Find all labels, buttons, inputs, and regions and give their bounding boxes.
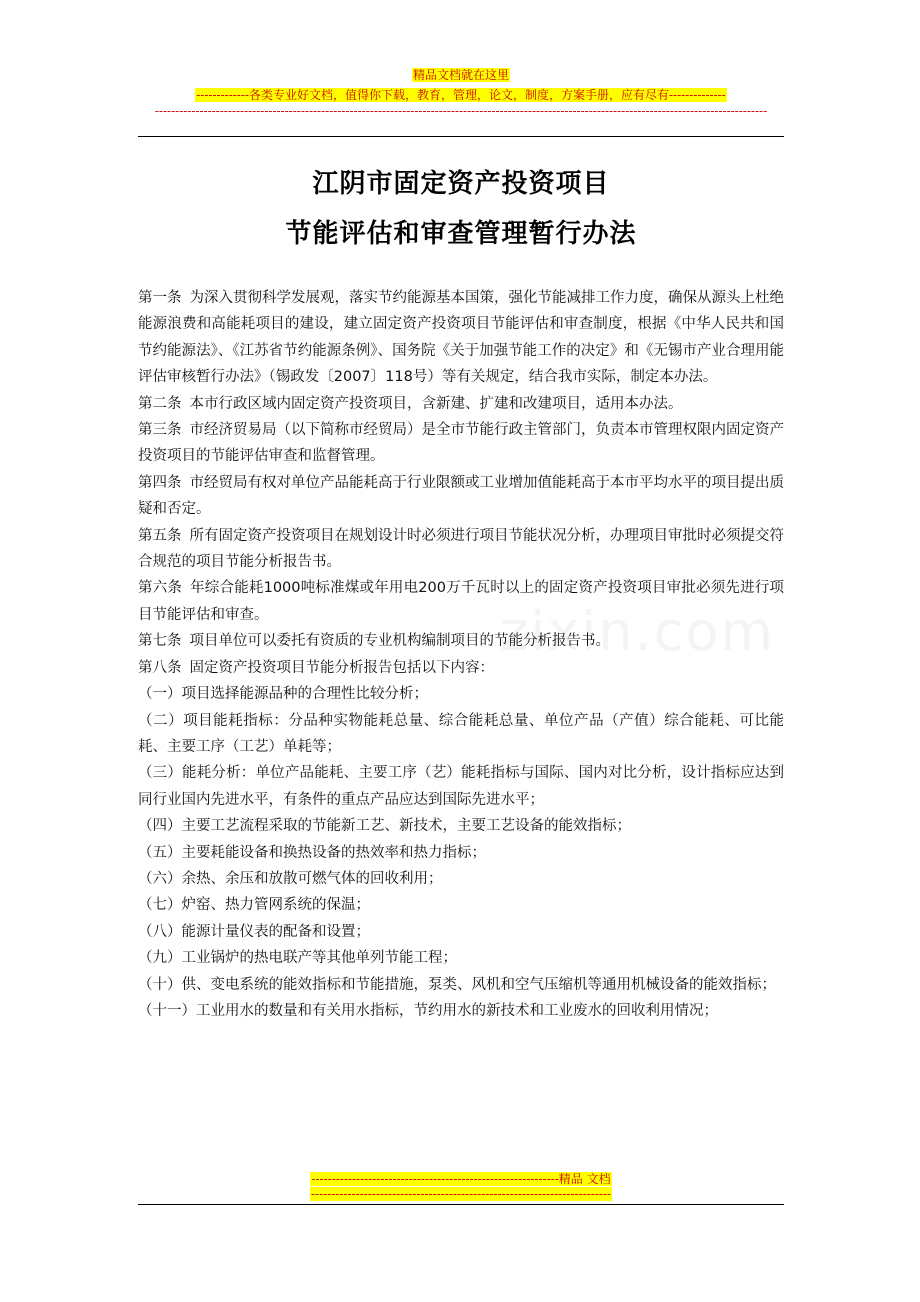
article-label: 第七条	[138, 633, 182, 650]
article-text: （十）供、变电系统的能效指标和节能措施，泵类、风机和空气压缩机等通用机械设备的能效指标；	[138, 976, 776, 993]
article-text: （九）工业锅炉的热电联产等其他单列节能工程；	[138, 950, 457, 967]
article-paragraph	[138, 840, 784, 866]
footer-banner-line2-text: --------------------------------------------------------------------------	[310, 1187, 612, 1201]
header-banner-title	[138, 66, 784, 83]
document-title-line1: 江阴市固定资产投资项目	[312, 169, 610, 199]
document-body	[138, 285, 784, 1024]
article-text: 固定资产投资项目节能分析报告包括以下内容：	[189, 659, 494, 676]
article-paragraph	[138, 945, 784, 971]
header-rule	[138, 136, 784, 137]
footer-banner-line1-text: -------------------------------------------------------------精品 文档	[311, 1172, 611, 1186]
article-paragraph	[138, 628, 784, 654]
article-label: 第一条	[138, 290, 182, 306]
article-label: 第四条	[138, 474, 182, 491]
article-text: （四）主要工艺流程采取的节能新工艺、新技术，主要工艺设备的能效指标；	[138, 818, 631, 835]
article-text: （二）项目能耗指标：分品种实物能耗总量、综合能耗总量、单位产品（产值）综合能耗、可比能耗、主要工序（工艺）单耗等；	[138, 712, 784, 755]
footer-banner-line2	[138, 1187, 784, 1201]
article-text: 市经济贸易局（以下简称市经贸局）是全市节能行政主管部门，负责本市管理权限内固定资产投资项目的节能评估审查和监督管理。	[138, 422, 784, 465]
article-paragraph	[138, 919, 784, 945]
header-dash-line: -------------------------------------------------------------------------------------------------------------------------------------------------------	[154, 104, 768, 118]
article-paragraph	[138, 760, 784, 813]
article-text: 年综合能耗1000吨标准煤或年用电200万千瓦时以上的固定资产投资项目审批必须先进行项目节能评估和审查。	[138, 580, 785, 623]
article-text: （八）能源计量仪表的配备和设置；	[138, 923, 370, 940]
article-text: （三）能耗分析：单位产品能耗、主要工序（艺）能耗指标与国际、国内对比分析，设计指标应达到同行业国内先进水平，有条件的重点产品应达到国际先进水平；	[138, 765, 784, 808]
article-text: （六）余热、余压和放散可燃气体的回收利用；	[138, 870, 443, 887]
article-paragraph	[138, 708, 784, 761]
article-paragraph	[138, 523, 784, 576]
article-label: 第二条	[138, 395, 182, 412]
article-paragraph	[138, 972, 784, 998]
article-text: 市经贸局有权对单位产品能耗高于行业限额或工业增加值能耗高于本市平均水平的项目提出质疑和否定。	[138, 474, 784, 518]
article-paragraph	[138, 470, 784, 523]
header-banner-title-text: 精品文档就在这里	[412, 68, 509, 82]
article-paragraph	[138, 892, 784, 918]
article-text: 为深入贯彻科学发展观，落实节约能源基本国策，强化节能减排工作力度，确保从源头上杜绝能源浪费和高能耗项目的建设，建立固定资产投资项目节能评估和审查制度，根据《中华人民共和国节约能源法》、《江苏省节约能源条例》、国务院《关于加强节能工作的决定》和《无锡市产业合理用能评估审核暂行办法》（锡政发〔2007〕118号）等有关规定，结合我市实际，制定本办法。	[138, 290, 784, 386]
document-title-line2: 节能评估和审查管理暂行办法	[285, 219, 637, 249]
article-paragraph	[138, 285, 784, 391]
article-label: 第三条	[138, 422, 182, 439]
article-text: （一）项目选择能源品种的合理性比较分析；	[138, 686, 428, 703]
article-paragraph	[138, 998, 784, 1024]
article-text: 所有固定资产投资项目在规划设计时必须进行项目节能状况分析，办理项目审批时必须提交符合规范的项目节能分析报告书。	[138, 527, 784, 571]
article-label: 第六条	[138, 580, 183, 597]
article-text: （五）主要耗能设备和换热设备的热效率和热力指标；	[138, 844, 486, 861]
article-paragraph	[138, 655, 784, 681]
article-paragraph	[138, 681, 784, 707]
article-label: 第八条	[138, 659, 182, 676]
article-paragraph	[138, 575, 784, 628]
header-banner-slogan	[138, 86, 784, 103]
article-text: （七）炉窑、热力管网系统的保温；	[138, 897, 370, 914]
footer-banner-line1	[138, 1170, 784, 1187]
article-text: （十一）工业用水的数量和有关用水指标，节约用水的新技术和工业废水的回收利用情况；	[138, 1002, 718, 1019]
watermark: zixin.com	[500, 600, 776, 663]
article-paragraph	[138, 417, 784, 470]
footer-rule	[138, 1204, 784, 1205]
header-banner-slogan-text: -------------各类专业好文档，值得你下载，教育，管理，论文，制度，方案手册，应有尽有--------------	[196, 88, 726, 102]
article-text: 项目单位可以委托有资质的专业机构编制项目的节能分析报告书。	[189, 633, 610, 650]
article-paragraph	[138, 391, 784, 417]
article-label: 第五条	[138, 527, 182, 544]
article-paragraph	[138, 813, 784, 839]
article-text: 本市行政区域内固定资产投资项目，含新建、扩建和改建项目，适用本办法。	[189, 395, 683, 412]
article-paragraph	[138, 866, 784, 892]
